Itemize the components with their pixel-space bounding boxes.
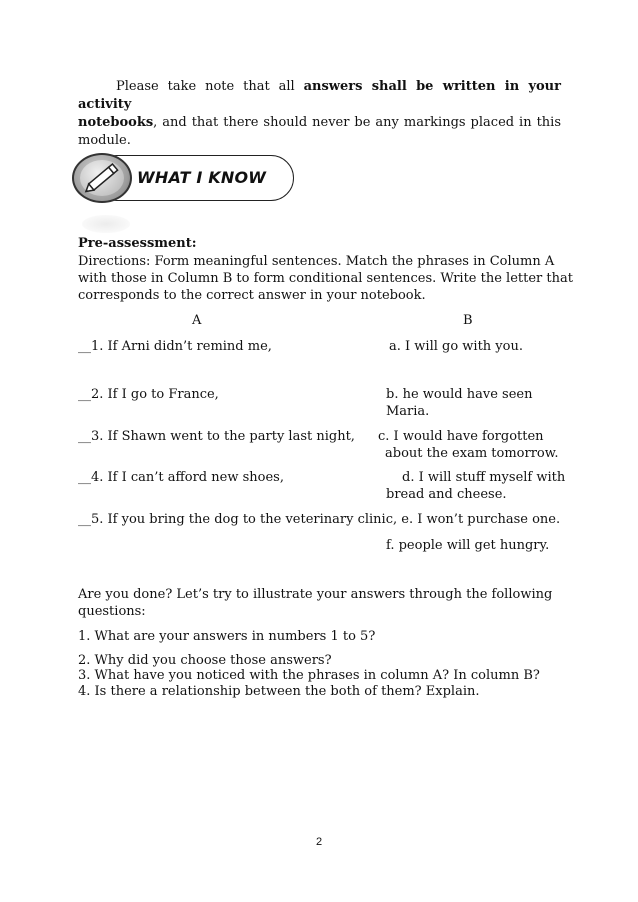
item-b-b-line1: b. he would have seen — [386, 387, 533, 402]
item-a-3: __3. If Shawn went to the party last night, — [78, 429, 355, 444]
directions-line-1: Directions: Form meaningful sentences. Match the phrases in Column A — [78, 254, 555, 269]
section-title: WHAT I KNOW — [137, 168, 267, 187]
question-4: 4. Is there a relationship between the both of them? Explain. — [78, 684, 480, 699]
question-2: 2. Why did you choose those answers? — [78, 653, 332, 668]
pencil-icon — [72, 153, 132, 203]
column-a-header: A — [192, 313, 202, 328]
followup-line-1: Are you done? Let’s try to illustrate your answers through the following — [78, 587, 553, 602]
item-b-f: f. people will get hungry. — [386, 538, 550, 553]
preassessment-heading: Pre-assessment: — [78, 236, 197, 251]
item-a-2: __2. If I go to France, — [78, 387, 219, 402]
item-b-d-line1: d. I will stuff myself with — [402, 470, 566, 485]
intro-text-3: module. — [78, 133, 131, 148]
column-b-header: B — [463, 313, 473, 328]
section-banner — [72, 153, 294, 203]
item-b-c-line2: about the exam tomorrow. — [385, 446, 559, 461]
directions-line-3: corresponds to the correct answer in your notebook. — [78, 288, 426, 303]
intro-paragraph — [78, 78, 561, 150]
banner-circle — [72, 153, 132, 203]
item-a-1: __1. If Arni didn’t remind me, — [78, 339, 272, 354]
question-1: 1. What are your answers in numbers 1 to 5? — [78, 629, 376, 644]
directions-line-2: with those in Column B to form conditional sentences. Write the letter that — [78, 271, 573, 286]
followup-line-2: questions: — [78, 604, 146, 619]
intro-text-2: , and that there should never be any markings placed in this — [153, 115, 561, 130]
item-b-c-line1: c. I would have forgotten — [378, 429, 544, 444]
item-b-b-line2: Maria. — [386, 404, 430, 419]
item-b-a: a. I will go with you. — [389, 339, 523, 354]
item-a-4: __4. If I can’t afford new shoes, — [78, 470, 284, 485]
intro-text-1: Please take note that all — [116, 79, 304, 94]
item-a-5: __5. If you bring the dog to the veterinary clinic, e. I won’t purchase one. — [78, 512, 561, 527]
intro-bold-1: answers shall be written in your activity — [78, 79, 561, 112]
page-number: 2 — [315, 836, 323, 848]
decorative-smudge — [82, 215, 130, 233]
intro-bold-2: notebooks — [78, 115, 154, 130]
item-b-d-line2: bread and cheese. — [386, 487, 507, 502]
question-3: 3. What have you noticed with the phrases in column A? In column B? — [78, 668, 540, 683]
